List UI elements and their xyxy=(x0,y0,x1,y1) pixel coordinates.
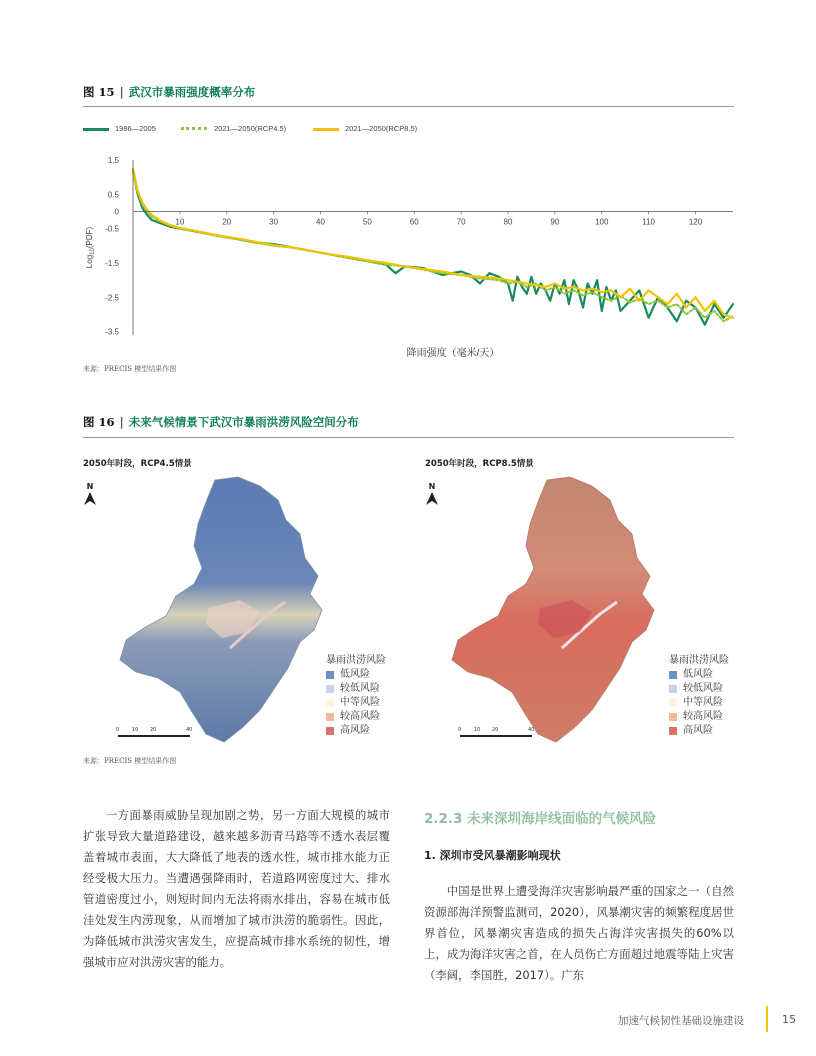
map1-title: 2050年时段，RCP4.5情景 xyxy=(83,459,192,469)
map1-rcp45 xyxy=(110,472,360,752)
x-tick-label: 90 xyxy=(550,217,560,227)
swatch xyxy=(326,685,334,693)
y-tick-label: -0.5 xyxy=(105,224,119,234)
scale-label: 40 xyxy=(186,727,193,733)
legend-item xyxy=(669,710,729,724)
fig16-separator: | xyxy=(119,415,124,429)
legend-swatch-rcp45 xyxy=(181,127,207,130)
y-tick-label: 0.5 xyxy=(107,190,119,200)
scale-label: 10 xyxy=(474,727,481,733)
x-tick-label: 10 xyxy=(175,217,185,227)
fig16-title xyxy=(83,414,359,430)
x-tick-label: 80 xyxy=(503,217,513,227)
north-arrow-icon xyxy=(83,492,97,506)
swatch xyxy=(326,727,334,735)
map2-title: 2050年时段，RCP8.5情景 xyxy=(425,459,534,469)
fig15-chart xyxy=(83,150,743,366)
fig15-source: 来源：PRECIS 模型结果作图 xyxy=(83,365,177,373)
footer-divider xyxy=(766,1006,768,1032)
section-heading: 2.2.3 未来深圳海岸线面临的气候风险 xyxy=(424,811,657,827)
legend-item-label: 较高风险 xyxy=(683,711,723,722)
legend-item xyxy=(669,682,729,696)
scale-label: 0 xyxy=(116,727,120,733)
sub-heading: 1. 深圳市受风暴潮影响现状 xyxy=(424,849,561,862)
legend-item-label: 中等风险 xyxy=(683,697,723,708)
x-tick-label: 110 xyxy=(642,217,656,227)
x-tick-label: 120 xyxy=(688,217,703,227)
fig16-number: 图 16 xyxy=(83,415,115,429)
legend-item xyxy=(669,668,729,682)
x-tick-label: 30 xyxy=(269,217,279,227)
legend-item xyxy=(669,724,729,738)
series-line-rcp85 xyxy=(133,169,733,318)
swatch xyxy=(669,713,677,721)
map2-north-label: N xyxy=(428,482,436,491)
swatch xyxy=(669,671,677,679)
scale-label: 10 xyxy=(132,727,139,733)
y-axis-label: Log$_{10}$(PDF) xyxy=(85,226,96,269)
fig15-legend xyxy=(83,124,734,138)
legend-swatch-baseline xyxy=(83,128,109,131)
swatch xyxy=(669,699,677,707)
fig15-number: 图 15 xyxy=(83,85,115,99)
x-tick-label: 60 xyxy=(409,217,419,227)
fig15-separator: | xyxy=(119,85,124,99)
north-arrow-icon xyxy=(425,492,439,506)
y-tick-label: 0 xyxy=(114,207,119,217)
page-number: 15 xyxy=(782,1013,796,1026)
x-tick-label: 40 xyxy=(316,217,325,227)
legend-item-label: 较低风险 xyxy=(340,683,380,694)
scale-label: 40 xyxy=(528,727,535,733)
x-tick-label: 20 xyxy=(222,217,232,227)
y-tick-label: 1.5 xyxy=(107,156,119,165)
legend-item-label: 较高风险 xyxy=(340,711,380,722)
right-paragraph: 中国是世界上遭受海洋灾害影响最严重的国家之一（自然资源部海洋预警监测司，2020），风暴潮灾害的频繁程度居世界首位，风暴潮灾害造成的损失占海洋灾害损失的60%以上，成为海洋灾害之首，在人员伤亡方面超过地震等陆上灾害（李阔，李国胜，2017）。广东 xyxy=(424,884,734,982)
map2-legend xyxy=(669,654,729,738)
scale-label: 20 xyxy=(150,727,157,733)
x-tick-label: 100 xyxy=(595,217,609,227)
y-tick-label: -1.5 xyxy=(105,258,119,268)
map2-rcp85 xyxy=(442,472,692,752)
swatch xyxy=(326,671,334,679)
fig15-rule xyxy=(83,106,734,107)
map1-north-arrow xyxy=(83,482,97,510)
legend-item xyxy=(669,696,729,710)
map1-legend-title: 暴雨洪涝风险 xyxy=(326,655,386,666)
map1-scale-bar xyxy=(118,735,190,740)
legend-item xyxy=(326,724,386,738)
scale-label: 0 xyxy=(458,727,462,733)
legend-item xyxy=(326,682,386,696)
fig15-title-text: 武汉市暴雨强度概率分布 xyxy=(128,85,256,99)
legend-item-label: 高风险 xyxy=(340,725,370,736)
scale-label: 20 xyxy=(492,727,499,733)
swatch xyxy=(326,699,334,707)
fig16-title-text: 未来气候情景下武汉市暴雨洪涝风险空间分布 xyxy=(128,415,359,429)
legend-item-label: 低风险 xyxy=(340,669,370,680)
map2-legend-title: 暴雨洪涝风险 xyxy=(669,655,729,666)
left-paragraph: 一方面暴雨威胁呈现加剧之势，另一方面大规模的城市扩张导致大量道路建设，越来越多沥青马路等不透水表层覆盖着城市表面，大大降低了地表的透水性，城市排水能力正经受极大压力。当遭遇强降雨时，若道路网密度过大、排水管道密度过小，则短时间内无法将雨水排出，容易在城市低洼处发生内涝现象，从而增加了城市洪涝的脆弱性。因此，为降低城市洪涝灾害发生，应提高城市排水系统的韧性，增强城市应对洪涝灾害的能力。 xyxy=(83,808,390,969)
legend-item-label: 高风险 xyxy=(683,725,713,736)
y-tick-label: -2.5 xyxy=(105,293,119,303)
legend-item xyxy=(326,668,386,682)
x-tick-label: 50 xyxy=(362,217,372,227)
legend-item xyxy=(326,710,386,724)
x-tick-label: 70 xyxy=(456,217,466,227)
legend-label-rcp45: 2021—2050(RCP4.5) xyxy=(214,124,287,133)
swatch xyxy=(669,727,677,735)
swatch xyxy=(669,685,677,693)
map2-scale-bar xyxy=(460,735,532,740)
fig16-rule xyxy=(83,437,734,438)
fig15-title xyxy=(83,84,255,100)
y-tick-label: -3.5 xyxy=(105,327,119,337)
legend-swatch-rcp85 xyxy=(313,128,339,131)
legend-label-baseline: 1986—2005 xyxy=(115,124,156,133)
legend-item-label: 低风险 xyxy=(683,669,713,680)
swatch xyxy=(326,713,334,721)
legend-item xyxy=(326,696,386,710)
map1-north-label: N xyxy=(86,482,94,491)
fig16-source: 来源：PRECIS 模型结果作图 xyxy=(83,757,177,765)
legend-item-label: 较低风险 xyxy=(683,683,723,694)
legend-label-rcp85: 2021—2050(RCP8.5) xyxy=(345,124,418,133)
map2-north-arrow xyxy=(425,482,439,510)
x-axis-label: 降雨强度（毫米/天） xyxy=(406,348,500,359)
map1-legend xyxy=(326,654,386,738)
legend-item-label: 中等风险 xyxy=(340,697,380,708)
footer-title: 加速气候韧性基础设施建设 xyxy=(618,1015,744,1027)
